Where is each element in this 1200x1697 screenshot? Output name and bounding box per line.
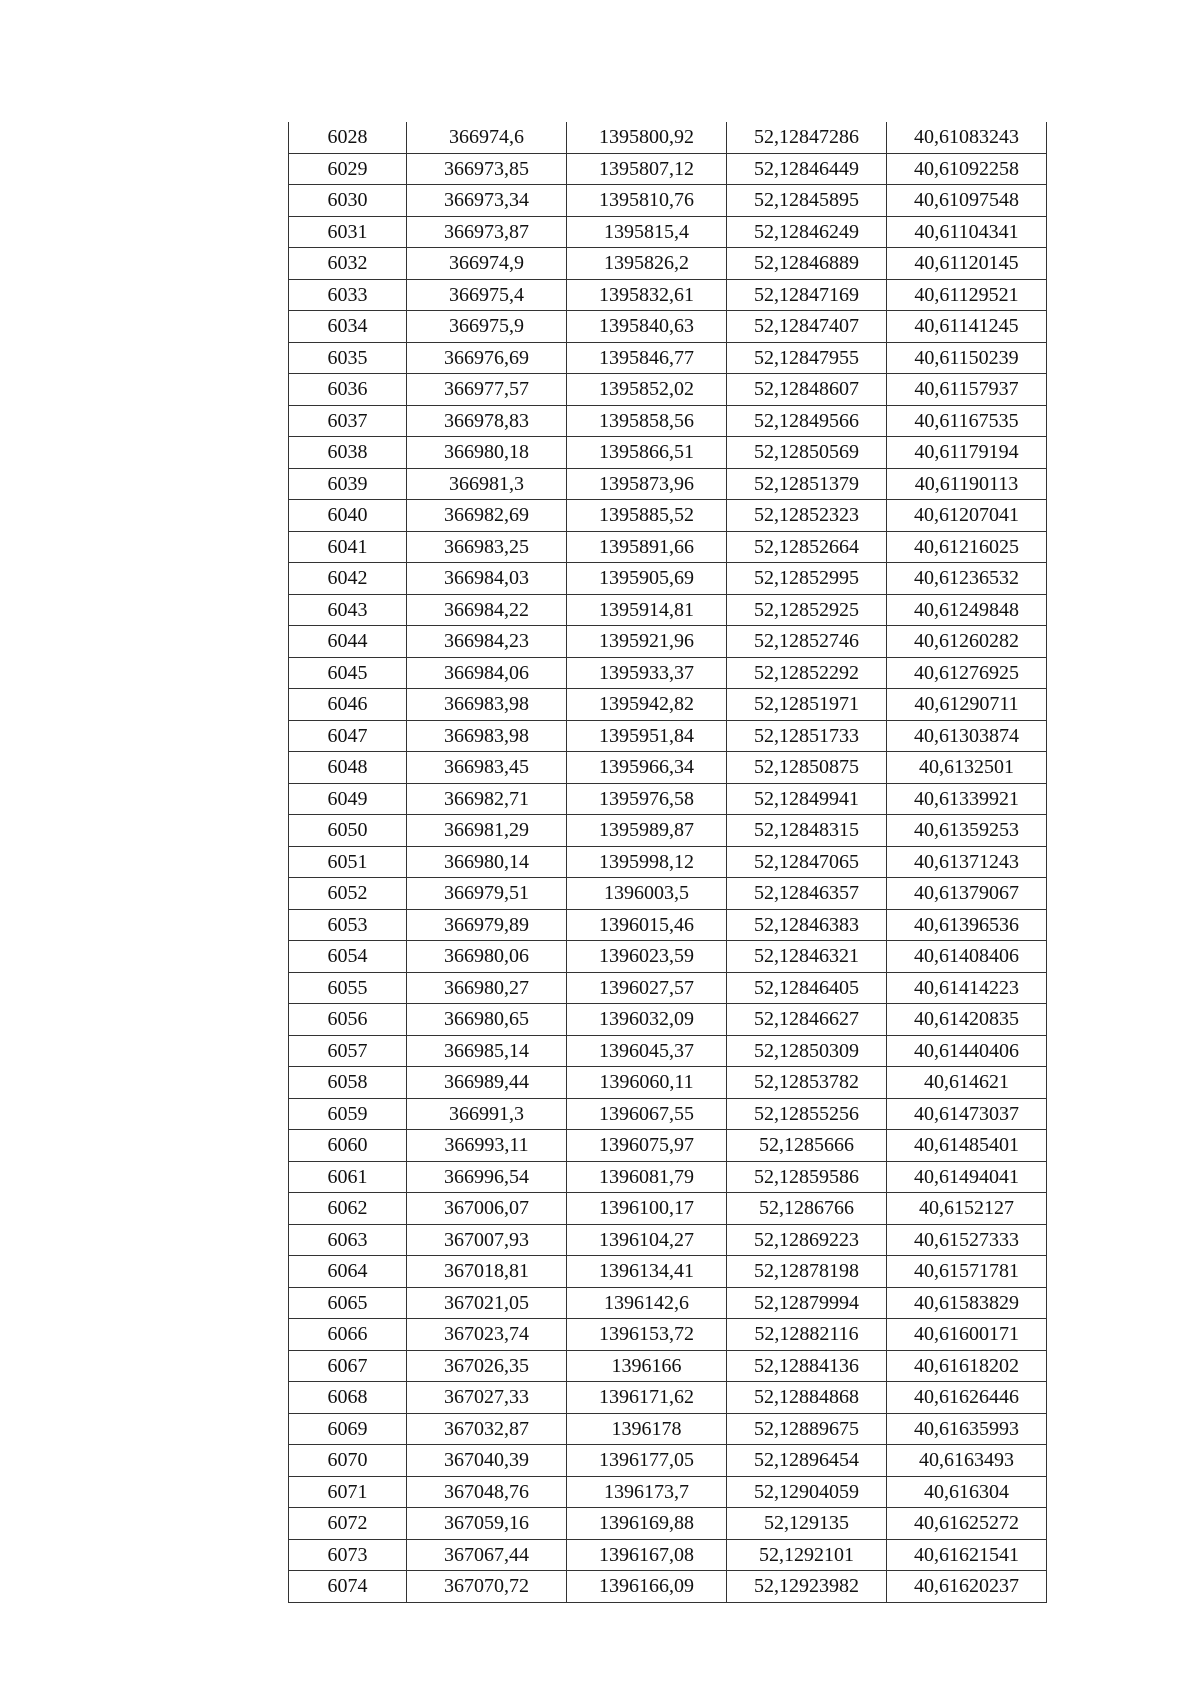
x-coordinate-cell: 366978,83 xyxy=(407,405,567,437)
table-row xyxy=(289,248,1047,280)
latitude-cell: 52,12879994 xyxy=(727,1287,887,1319)
table-row xyxy=(289,437,1047,469)
table-row xyxy=(289,1098,1047,1130)
point-number-cell: 6043 xyxy=(289,594,407,626)
point-number-cell: 6063 xyxy=(289,1224,407,1256)
table-row xyxy=(289,1161,1047,1193)
longitude-cell: 40,61408406 xyxy=(887,941,1047,973)
point-number-cell: 6030 xyxy=(289,185,407,217)
x-coordinate-cell: 366973,85 xyxy=(407,153,567,185)
longitude-cell: 40,61092258 xyxy=(887,153,1047,185)
y-coordinate-cell: 1396166 xyxy=(567,1350,727,1382)
x-coordinate-cell: 366980,14 xyxy=(407,846,567,878)
latitude-cell: 52,12923982 xyxy=(727,1571,887,1603)
point-number-cell: 6067 xyxy=(289,1350,407,1382)
latitude-cell: 52,12848607 xyxy=(727,374,887,406)
latitude-cell: 52,12847286 xyxy=(727,122,887,153)
table-row xyxy=(289,153,1047,185)
x-coordinate-cell: 366983,45 xyxy=(407,752,567,784)
y-coordinate-cell: 1396153,72 xyxy=(567,1319,727,1351)
x-coordinate-cell: 366981,3 xyxy=(407,468,567,500)
longitude-cell: 40,61249848 xyxy=(887,594,1047,626)
latitude-cell: 52,12853782 xyxy=(727,1067,887,1099)
x-coordinate-cell: 366980,18 xyxy=(407,437,567,469)
point-number-cell: 6071 xyxy=(289,1476,407,1508)
latitude-cell: 52,12855256 xyxy=(727,1098,887,1130)
point-number-cell: 6039 xyxy=(289,468,407,500)
point-number-cell: 6064 xyxy=(289,1256,407,1288)
y-coordinate-cell: 1395815,4 xyxy=(567,216,727,248)
longitude-cell: 40,61414223 xyxy=(887,972,1047,1004)
x-coordinate-cell: 366980,06 xyxy=(407,941,567,973)
table-row xyxy=(289,720,1047,752)
y-coordinate-cell: 1395905,69 xyxy=(567,563,727,595)
longitude-cell: 40,61157937 xyxy=(887,374,1047,406)
y-coordinate-cell: 1396032,09 xyxy=(567,1004,727,1036)
latitude-cell: 52,12849566 xyxy=(727,405,887,437)
latitude-cell: 52,12878198 xyxy=(727,1256,887,1288)
table-row xyxy=(289,1130,1047,1162)
y-coordinate-cell: 1396134,41 xyxy=(567,1256,727,1288)
x-coordinate-cell: 366979,51 xyxy=(407,878,567,910)
table-row xyxy=(289,1445,1047,1477)
table-row xyxy=(289,500,1047,532)
point-number-cell: 6053 xyxy=(289,909,407,941)
y-coordinate-cell: 1396015,46 xyxy=(567,909,727,941)
y-coordinate-cell: 1395942,82 xyxy=(567,689,727,721)
table-row xyxy=(289,626,1047,658)
y-coordinate-cell: 1395807,12 xyxy=(567,153,727,185)
latitude-cell: 52,12859586 xyxy=(727,1161,887,1193)
latitude-cell: 52,12847065 xyxy=(727,846,887,878)
x-coordinate-cell: 367018,81 xyxy=(407,1256,567,1288)
point-number-cell: 6042 xyxy=(289,563,407,595)
latitude-cell: 52,12869223 xyxy=(727,1224,887,1256)
x-coordinate-cell: 366982,71 xyxy=(407,783,567,815)
y-coordinate-cell: 1395885,52 xyxy=(567,500,727,532)
y-coordinate-cell: 1395989,87 xyxy=(567,815,727,847)
x-coordinate-cell: 366973,34 xyxy=(407,185,567,217)
x-coordinate-cell: 366984,06 xyxy=(407,657,567,689)
y-coordinate-cell: 1395852,02 xyxy=(567,374,727,406)
y-coordinate-cell: 1396081,79 xyxy=(567,1161,727,1193)
table-row xyxy=(289,1539,1047,1571)
latitude-cell: 52,12846321 xyxy=(727,941,887,973)
x-coordinate-cell: 366993,11 xyxy=(407,1130,567,1162)
longitude-cell: 40,61167535 xyxy=(887,405,1047,437)
point-number-cell: 6055 xyxy=(289,972,407,1004)
longitude-cell: 40,61583829 xyxy=(887,1287,1047,1319)
latitude-cell: 52,12846383 xyxy=(727,909,887,941)
point-number-cell: 6028 xyxy=(289,122,407,153)
table-row xyxy=(289,657,1047,689)
latitude-cell: 52,12847169 xyxy=(727,279,887,311)
x-coordinate-cell: 366983,98 xyxy=(407,720,567,752)
y-coordinate-cell: 1395921,96 xyxy=(567,626,727,658)
y-coordinate-cell: 1395832,61 xyxy=(567,279,727,311)
longitude-cell: 40,61359253 xyxy=(887,815,1047,847)
table-row xyxy=(289,1319,1047,1351)
latitude-cell: 52,12846889 xyxy=(727,248,887,280)
y-coordinate-cell: 1396173,7 xyxy=(567,1476,727,1508)
point-number-cell: 6034 xyxy=(289,311,407,343)
x-coordinate-cell: 366991,3 xyxy=(407,1098,567,1130)
y-coordinate-cell: 1396045,37 xyxy=(567,1035,727,1067)
point-number-cell: 6072 xyxy=(289,1508,407,1540)
point-number-cell: 6056 xyxy=(289,1004,407,1036)
x-coordinate-cell: 367048,76 xyxy=(407,1476,567,1508)
point-number-cell: 6049 xyxy=(289,783,407,815)
point-number-cell: 6060 xyxy=(289,1130,407,1162)
longitude-cell: 40,61097548 xyxy=(887,185,1047,217)
latitude-cell: 52,1286766 xyxy=(727,1193,887,1225)
y-coordinate-cell: 1395951,84 xyxy=(567,720,727,752)
table-row xyxy=(289,563,1047,595)
x-coordinate-cell: 366984,03 xyxy=(407,563,567,595)
x-coordinate-cell: 366981,29 xyxy=(407,815,567,847)
point-number-cell: 6048 xyxy=(289,752,407,784)
latitude-cell: 52,12851971 xyxy=(727,689,887,721)
x-coordinate-cell: 366980,27 xyxy=(407,972,567,1004)
point-number-cell: 6059 xyxy=(289,1098,407,1130)
y-coordinate-cell: 1395826,2 xyxy=(567,248,727,280)
longitude-cell: 40,61420835 xyxy=(887,1004,1047,1036)
longitude-cell: 40,61236532 xyxy=(887,563,1047,595)
x-coordinate-cell: 367007,93 xyxy=(407,1224,567,1256)
longitude-cell: 40,61179194 xyxy=(887,437,1047,469)
point-number-cell: 6051 xyxy=(289,846,407,878)
longitude-cell: 40,61216025 xyxy=(887,531,1047,563)
x-coordinate-cell: 366974,6 xyxy=(407,122,567,153)
longitude-cell: 40,61150239 xyxy=(887,342,1047,374)
y-coordinate-cell: 1396167,08 xyxy=(567,1539,727,1571)
table-row xyxy=(289,783,1047,815)
point-number-cell: 6037 xyxy=(289,405,407,437)
longitude-cell: 40,61396536 xyxy=(887,909,1047,941)
table-row xyxy=(289,1224,1047,1256)
x-coordinate-cell: 366989,44 xyxy=(407,1067,567,1099)
latitude-cell: 52,12852323 xyxy=(727,500,887,532)
x-coordinate-cell: 366982,69 xyxy=(407,500,567,532)
x-coordinate-cell: 366973,87 xyxy=(407,216,567,248)
latitude-cell: 52,12850309 xyxy=(727,1035,887,1067)
latitude-cell: 52,12846449 xyxy=(727,153,887,185)
table-row xyxy=(289,374,1047,406)
latitude-cell: 52,12896454 xyxy=(727,1445,887,1477)
table-row xyxy=(289,815,1047,847)
x-coordinate-cell: 367021,05 xyxy=(407,1287,567,1319)
latitude-cell: 52,12904059 xyxy=(727,1476,887,1508)
longitude-cell: 40,61339921 xyxy=(887,783,1047,815)
point-number-cell: 6032 xyxy=(289,248,407,280)
table-row xyxy=(289,405,1047,437)
longitude-cell: 40,61618202 xyxy=(887,1350,1047,1382)
latitude-cell: 52,12846627 xyxy=(727,1004,887,1036)
x-coordinate-cell: 366983,25 xyxy=(407,531,567,563)
point-number-cell: 6052 xyxy=(289,878,407,910)
y-coordinate-cell: 1396003,5 xyxy=(567,878,727,910)
latitude-cell: 52,12852746 xyxy=(727,626,887,658)
longitude-cell: 40,61600171 xyxy=(887,1319,1047,1351)
latitude-cell: 52,12852292 xyxy=(727,657,887,689)
longitude-cell: 40,61571781 xyxy=(887,1256,1047,1288)
table-row xyxy=(289,216,1047,248)
y-coordinate-cell: 1396171,62 xyxy=(567,1382,727,1414)
x-coordinate-cell: 367059,16 xyxy=(407,1508,567,1540)
y-coordinate-cell: 1396104,27 xyxy=(567,1224,727,1256)
x-coordinate-cell: 366975,9 xyxy=(407,311,567,343)
table-row xyxy=(289,909,1047,941)
y-coordinate-cell: 1395858,56 xyxy=(567,405,727,437)
point-number-cell: 6046 xyxy=(289,689,407,721)
y-coordinate-cell: 1396142,6 xyxy=(567,1287,727,1319)
table-row xyxy=(289,846,1047,878)
point-number-cell: 6054 xyxy=(289,941,407,973)
longitude-cell: 40,6163493 xyxy=(887,1445,1047,1477)
latitude-cell: 52,12884136 xyxy=(727,1350,887,1382)
latitude-cell: 52,12852664 xyxy=(727,531,887,563)
latitude-cell: 52,12847955 xyxy=(727,342,887,374)
longitude-cell: 40,61207041 xyxy=(887,500,1047,532)
latitude-cell: 52,12846249 xyxy=(727,216,887,248)
x-coordinate-cell: 366979,89 xyxy=(407,909,567,941)
table-row xyxy=(289,279,1047,311)
table-row xyxy=(289,1035,1047,1067)
coordinates-table-body xyxy=(289,122,1047,1602)
longitude-cell: 40,61290711 xyxy=(887,689,1047,721)
longitude-cell: 40,61473037 xyxy=(887,1098,1047,1130)
table-row xyxy=(289,1350,1047,1382)
x-coordinate-cell: 367027,33 xyxy=(407,1382,567,1414)
table-row xyxy=(289,1193,1047,1225)
table-row xyxy=(289,1571,1047,1603)
point-number-cell: 6047 xyxy=(289,720,407,752)
y-coordinate-cell: 1396166,09 xyxy=(567,1571,727,1603)
x-coordinate-cell: 366975,4 xyxy=(407,279,567,311)
point-number-cell: 6036 xyxy=(289,374,407,406)
latitude-cell: 52,12846357 xyxy=(727,878,887,910)
longitude-cell: 40,61635993 xyxy=(887,1413,1047,1445)
x-coordinate-cell: 366980,65 xyxy=(407,1004,567,1036)
x-coordinate-cell: 367040,39 xyxy=(407,1445,567,1477)
table-row xyxy=(289,878,1047,910)
y-coordinate-cell: 1395966,34 xyxy=(567,752,727,784)
x-coordinate-cell: 366977,57 xyxy=(407,374,567,406)
longitude-cell: 40,61141245 xyxy=(887,311,1047,343)
x-coordinate-cell: 367023,74 xyxy=(407,1319,567,1351)
point-number-cell: 6066 xyxy=(289,1319,407,1351)
latitude-cell: 52,1292101 xyxy=(727,1539,887,1571)
longitude-cell: 40,61083243 xyxy=(887,122,1047,153)
longitude-cell: 40,6152127 xyxy=(887,1193,1047,1225)
y-coordinate-cell: 1396023,59 xyxy=(567,941,727,973)
y-coordinate-cell: 1395810,76 xyxy=(567,185,727,217)
table-row xyxy=(289,1287,1047,1319)
table-row xyxy=(289,1004,1047,1036)
latitude-cell: 52,12846405 xyxy=(727,972,887,1004)
x-coordinate-cell: 367032,87 xyxy=(407,1413,567,1445)
longitude-cell: 40,61379067 xyxy=(887,878,1047,910)
table-row xyxy=(289,941,1047,973)
latitude-cell: 52,12845895 xyxy=(727,185,887,217)
x-coordinate-cell: 366983,98 xyxy=(407,689,567,721)
latitude-cell: 52,12847407 xyxy=(727,311,887,343)
point-number-cell: 6045 xyxy=(289,657,407,689)
table-row xyxy=(289,594,1047,626)
point-number-cell: 6070 xyxy=(289,1445,407,1477)
x-coordinate-cell: 366984,22 xyxy=(407,594,567,626)
coordinates-table xyxy=(288,122,1047,1603)
latitude-cell: 52,12852995 xyxy=(727,563,887,595)
latitude-cell: 52,12848315 xyxy=(727,815,887,847)
x-coordinate-cell: 366976,69 xyxy=(407,342,567,374)
longitude-cell: 40,61104341 xyxy=(887,216,1047,248)
longitude-cell: 40,61371243 xyxy=(887,846,1047,878)
latitude-cell: 52,12884868 xyxy=(727,1382,887,1414)
latitude-cell: 52,12851379 xyxy=(727,468,887,500)
point-number-cell: 6029 xyxy=(289,153,407,185)
table-row xyxy=(289,1067,1047,1099)
table-row xyxy=(289,311,1047,343)
table-row xyxy=(289,1476,1047,1508)
point-number-cell: 6058 xyxy=(289,1067,407,1099)
point-number-cell: 6038 xyxy=(289,437,407,469)
point-number-cell: 6065 xyxy=(289,1287,407,1319)
y-coordinate-cell: 1395976,58 xyxy=(567,783,727,815)
table-row xyxy=(289,1382,1047,1414)
x-coordinate-cell: 366985,14 xyxy=(407,1035,567,1067)
table-row xyxy=(289,1413,1047,1445)
table-row xyxy=(289,342,1047,374)
x-coordinate-cell: 367026,35 xyxy=(407,1350,567,1382)
longitude-cell: 40,61303874 xyxy=(887,720,1047,752)
y-coordinate-cell: 1395840,63 xyxy=(567,311,727,343)
y-coordinate-cell: 1396177,05 xyxy=(567,1445,727,1477)
table-row xyxy=(289,122,1047,153)
latitude-cell: 52,12882116 xyxy=(727,1319,887,1351)
point-number-cell: 6057 xyxy=(289,1035,407,1067)
table-row xyxy=(289,531,1047,563)
y-coordinate-cell: 1395891,66 xyxy=(567,531,727,563)
latitude-cell: 52,12889675 xyxy=(727,1413,887,1445)
longitude-cell: 40,61276925 xyxy=(887,657,1047,689)
point-number-cell: 6040 xyxy=(289,500,407,532)
y-coordinate-cell: 1396060,11 xyxy=(567,1067,727,1099)
latitude-cell: 52,129135 xyxy=(727,1508,887,1540)
longitude-cell: 40,61626446 xyxy=(887,1382,1047,1414)
latitude-cell: 52,12850875 xyxy=(727,752,887,784)
table-row xyxy=(289,689,1047,721)
x-coordinate-cell: 367067,44 xyxy=(407,1539,567,1571)
table-row xyxy=(289,1256,1047,1288)
point-number-cell: 6061 xyxy=(289,1161,407,1193)
table-row xyxy=(289,185,1047,217)
point-number-cell: 6069 xyxy=(289,1413,407,1445)
table-row xyxy=(289,468,1047,500)
point-number-cell: 6033 xyxy=(289,279,407,311)
y-coordinate-cell: 1395866,51 xyxy=(567,437,727,469)
longitude-cell: 40,61440406 xyxy=(887,1035,1047,1067)
x-coordinate-cell: 366996,54 xyxy=(407,1161,567,1193)
y-coordinate-cell: 1395914,81 xyxy=(567,594,727,626)
longitude-cell: 40,616304 xyxy=(887,1476,1047,1508)
y-coordinate-cell: 1395933,37 xyxy=(567,657,727,689)
longitude-cell: 40,61260282 xyxy=(887,626,1047,658)
y-coordinate-cell: 1395846,77 xyxy=(567,342,727,374)
longitude-cell: 40,61485401 xyxy=(887,1130,1047,1162)
y-coordinate-cell: 1396178 xyxy=(567,1413,727,1445)
longitude-cell: 40,614621 xyxy=(887,1067,1047,1099)
point-number-cell: 6068 xyxy=(289,1382,407,1414)
y-coordinate-cell: 1396169,88 xyxy=(567,1508,727,1540)
point-number-cell: 6035 xyxy=(289,342,407,374)
point-number-cell: 6031 xyxy=(289,216,407,248)
table-row xyxy=(289,972,1047,1004)
y-coordinate-cell: 1395998,12 xyxy=(567,846,727,878)
longitude-cell: 40,61120145 xyxy=(887,248,1047,280)
latitude-cell: 52,12852925 xyxy=(727,594,887,626)
longitude-cell: 40,61129521 xyxy=(887,279,1047,311)
point-number-cell: 6062 xyxy=(289,1193,407,1225)
x-coordinate-cell: 367006,07 xyxy=(407,1193,567,1225)
y-coordinate-cell: 1396067,55 xyxy=(567,1098,727,1130)
x-coordinate-cell: 366984,23 xyxy=(407,626,567,658)
point-number-cell: 6044 xyxy=(289,626,407,658)
longitude-cell: 40,6132501 xyxy=(887,752,1047,784)
longitude-cell: 40,61527333 xyxy=(887,1224,1047,1256)
y-coordinate-cell: 1396027,57 xyxy=(567,972,727,1004)
point-number-cell: 6073 xyxy=(289,1539,407,1571)
latitude-cell: 52,12851733 xyxy=(727,720,887,752)
table-row xyxy=(289,1508,1047,1540)
y-coordinate-cell: 1395800,92 xyxy=(567,122,727,153)
point-number-cell: 6050 xyxy=(289,815,407,847)
longitude-cell: 40,61621541 xyxy=(887,1539,1047,1571)
x-coordinate-cell: 366974,9 xyxy=(407,248,567,280)
latitude-cell: 52,1285666 xyxy=(727,1130,887,1162)
y-coordinate-cell: 1396100,17 xyxy=(567,1193,727,1225)
longitude-cell: 40,61494041 xyxy=(887,1161,1047,1193)
latitude-cell: 52,12850569 xyxy=(727,437,887,469)
latitude-cell: 52,12849941 xyxy=(727,783,887,815)
y-coordinate-cell: 1395873,96 xyxy=(567,468,727,500)
longitude-cell: 40,61625272 xyxy=(887,1508,1047,1540)
longitude-cell: 40,61190113 xyxy=(887,468,1047,500)
y-coordinate-cell: 1396075,97 xyxy=(567,1130,727,1162)
point-number-cell: 6041 xyxy=(289,531,407,563)
table-row xyxy=(289,752,1047,784)
x-coordinate-cell: 367070,72 xyxy=(407,1571,567,1603)
longitude-cell: 40,61620237 xyxy=(887,1571,1047,1603)
point-number-cell: 6074 xyxy=(289,1571,407,1603)
